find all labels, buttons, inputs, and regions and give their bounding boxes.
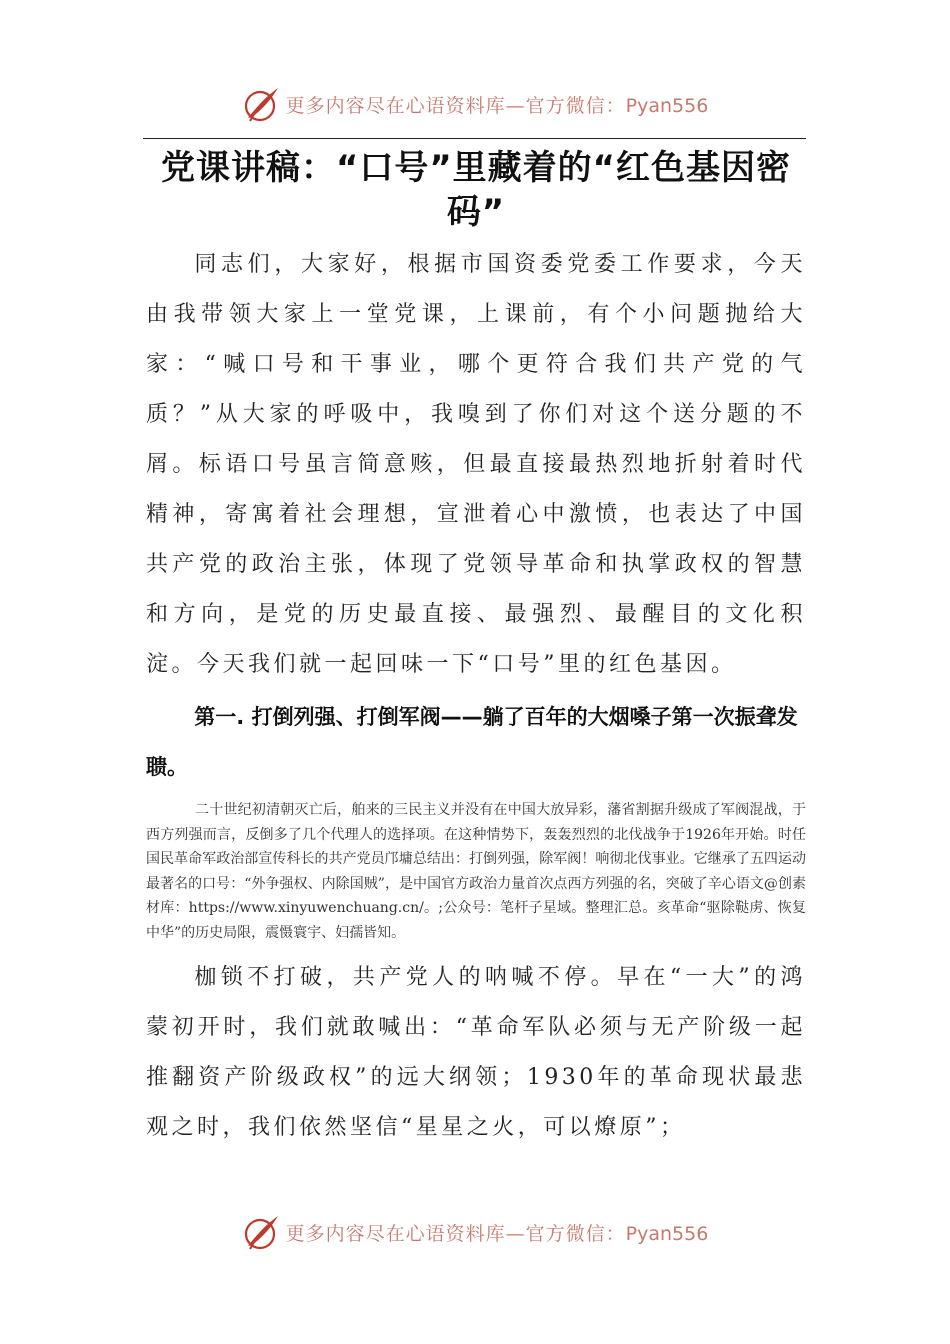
section-heading: 第一. 打倒列强、打倒军阀——躺了百年的大烟嗓子第一次振聋发聩。 [146, 705, 798, 779]
document-body [146, 146, 806, 1153]
quill-logo-icon [242, 1212, 282, 1252]
header-banner [0, 82, 950, 126]
intro-paragraph: 同志们，大家好，根据市国资委党委工作要求，今天由我带领大家上一堂党课，上课前，有个小问题抛给大家：“喊口号和干事业，哪个更符合我们共产党的气质？”从大家的呼吸中，我嗅到了你们对这个送分题的不屑。标语口号虽言简意赅，但最直接最热烈地折射着时代精神，寄寓着社会理想，宣泄着心中激愤，也表达了中国共产党的政治主张，体现了党领导革命和执掌政权的智慧和方向，是党的历史最直接、最强烈、最醒目的文化积淀。今天我们就一起回味一下“口号”里的红色基因。 [146, 252, 806, 677]
section-small-paragraph: 二十世纪初清朝灭亡后，舶来的三民主义并没有在中国大放异彩，藩省割据升级成了军阀混战，于西方列强而言，反倒多了几个代理人的选择项。在这种情势下，轰轰烈烈的北伐战争于1926年开始。时任国民革命军政治部宣传科长的共产党员邝墉总结出：打倒列强，除军阀！响彻北伐事业。它继承了五四运动最著名的口号：“外争强权、内除国贼”，是中国官方政治力量首次点西方列强的名，突破了辛心语文@创素材库：https://www.xinyuwenchuang.cn/。;公众号：笔杆子星域。整理汇总。亥革命“驱除鞑虏、恢复中华”的历史局限，震慑寰宇、妇孺皆知。 [146, 802, 806, 941]
section-paragraph: 枷锁不打破，共产党人的呐喊不停。早在“一大”的鸿蒙初开时，我们就敢喊出：“革命军队必须与无产阶级一起推翻资产阶级政权”的远大纲领；1930年的革命现状最悲观之时，我们依然坚信“星星之火，可以燎原”； [146, 965, 806, 1140]
header-divider [143, 138, 806, 139]
footer-banner-text: 更多内容尽在心语资料库—官方微信：Pyan556 [285, 1222, 709, 1245]
header-banner-text: 更多内容尽在心语资料库—官方微信：Pyan556 [285, 94, 709, 117]
quill-logo-icon [242, 84, 282, 124]
footer-banner [0, 1210, 950, 1254]
document-title: 党课讲稿：“口号”里藏着的“红色基因密码” [160, 148, 792, 232]
